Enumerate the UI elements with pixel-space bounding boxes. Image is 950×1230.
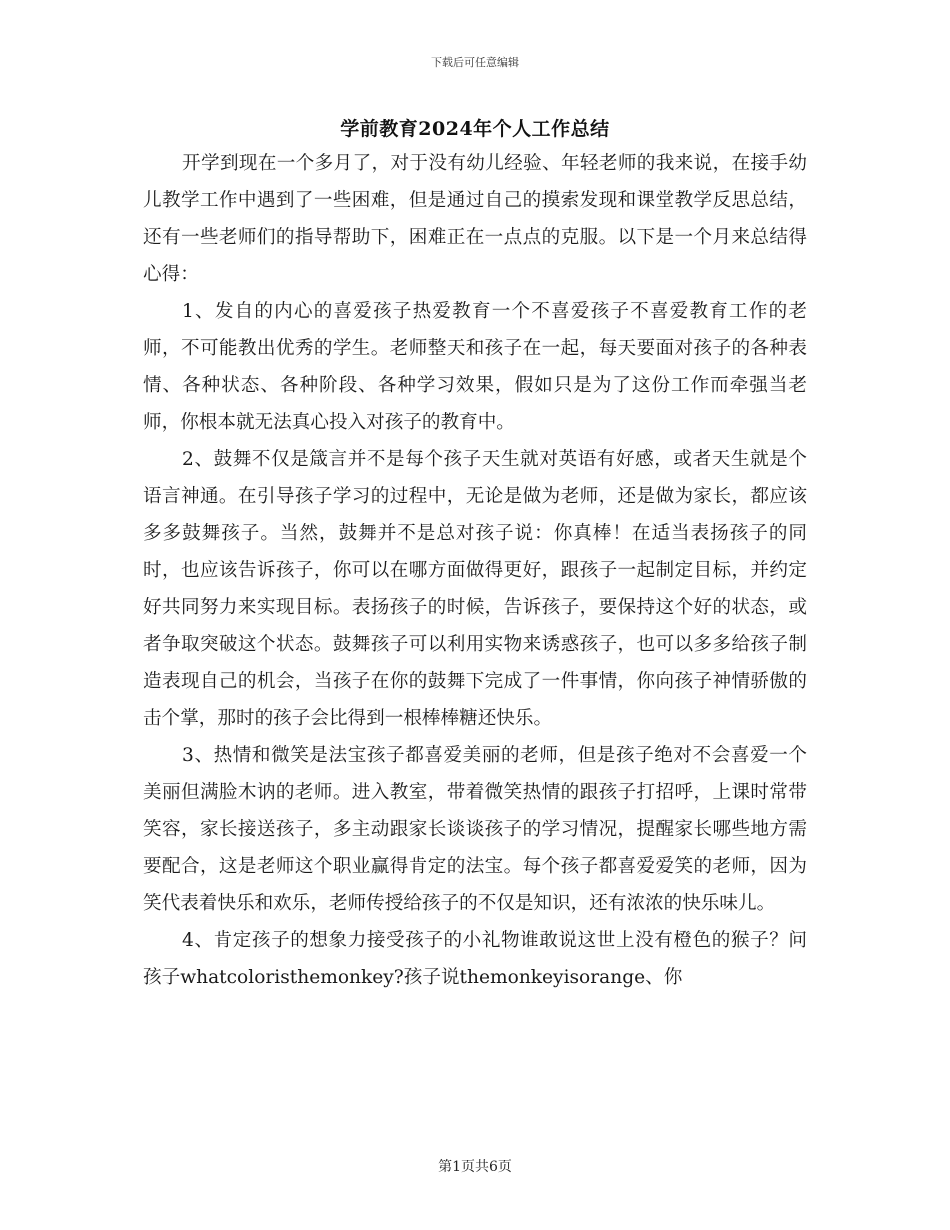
page-header-note: 下载后可任意编辑 — [431, 56, 519, 69]
document-title: 学前教育2024年个人工作总结 — [340, 118, 610, 140]
paragraph-3-enthusiasm-smile: 3、热情和微笑是法宝孩子都喜爱美丽的老师，但是孩子绝对不会喜爱一个美丽但满脸木讷的老师。进入教室，带着微笑热情的跟孩子打招呼，上课时常带笑容，家长接送孩子，多主动跟家长谈谈孩子的学习情况，提醒家长哪些地方需要配合，这是老师这个职业赢得肯定的法宝。每个孩子都喜爱爱笑的老师，因为笑代表着快乐和欢乐，老师传授给孩子的不仅是知识，还有浓浓的快乐味儿。 — [143, 745, 807, 914]
paragraph-intro: 开学到现在一个多月了，对于没有幼儿经验、年轻老师的我来说，在接手幼儿教学工作中遇到了一些困难，但是通过自己的摸索发现和课堂教学反思总结，还有一些老师们的指导帮助下，困难正在一点点的克服。以下是一个月来总结得心得： — [143, 153, 807, 285]
paragraph-4-imagination: 4、肯定孩子的想象力接受孩子的小礼物谁敢说这世上没有橙色的猴子？问孩子whatcoloristhemonkey?孩子说themonkeyisorange、你 — [143, 930, 807, 988]
paragraph-2-encouragement: 2、鼓舞不仅是箴言并不是每个孩子天生就对英语有好感，或者天生就是个语言神通。在引导孩子学习的过程中，无论是做为老师，还是做为家长，都应该多多鼓舞孩子。当然，鼓舞并不是总对孩子说：你真棒！在适当表扬孩子的同时，也应该告诉孩子，你可以在哪方面做得更好，跟孩子一起制定目标，并约定好共同努力来实现目标。表扬孩子的时候，告诉孩子，要保持这个好的状态，或者争取突破这个状态。鼓舞孩子可以利用实物来诱惑孩子，也可以多多给孩子制造表现自己的机会，当孩子在你的鼓舞下完成了一件事情，你向孩子神情骄傲的击个掌，那时的孩子会比得到一根棒棒糖还快乐。 — [143, 449, 807, 729]
page-number-indicator: 第1页共6页 — [438, 1159, 512, 1175]
document-body — [143, 145, 807, 996]
paragraph-1-love-children: 1、发自的内心的喜爱孩子热爱教育一个不喜爱孩子不喜爱教育工作的老师，不可能教出优秀的学生。老师整天和孩子在一起，每天要面对孩子的各种表情、各种状态、各种阶段、各种学习效果，假如只是为了这份工作而牵强当老师，你根本就无法真心投入对孩子的教育中。 — [143, 301, 807, 433]
